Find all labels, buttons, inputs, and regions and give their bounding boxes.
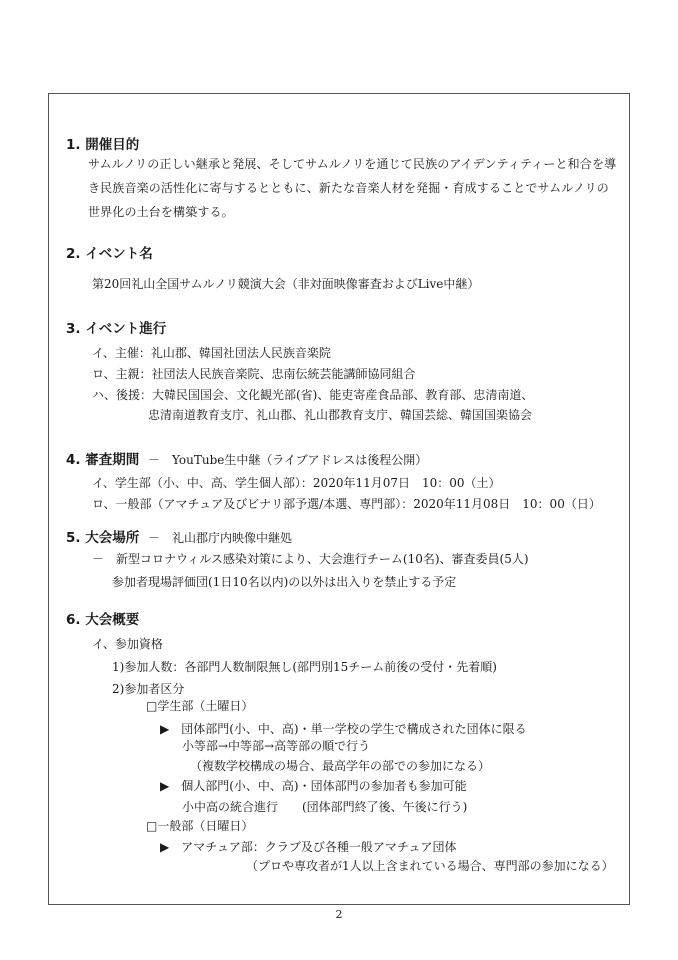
section-heading-venue: 5. 大会場所 [66,530,140,546]
participant-category-line: 2)参加者区分 [112,682,185,696]
general-division-heading: □一般部（日曜日） [146,819,254,833]
group-category-line: ▶ 団体部門(小、中、高)・単一学校の学生で構成された団体に限る [160,722,527,736]
combined-progress-line: 小中高の統合進行 (団体部門終了後、午後に行う) [182,800,468,814]
student-division-heading: □学生部（土曜日） [146,699,254,713]
purpose-paragraph: サムルノリの正しい継承と発展、そしてサムルノリを通じて民族のアイデンティティーと和合を導き民族音楽の活性化に寄与するとともに、新たな音楽人材を発掘・育成することでサムルノリの世界化の土台を構築する。 [88,157,617,219]
student-division-date: イ、学生部（小、中、高、学生個人部）：2020年11月07日 10：00（土） [92,476,501,490]
page-number: 2 [335,908,343,921]
eligibility-heading: イ、参加資格 [92,637,163,651]
host-line: ロ、主親：社団法人民族音楽院、忠南伝統芸能講師協同組合 [92,367,416,381]
section-heading-event-name: 2. イベント名 [66,246,153,262]
venue-name: － 礼山郡庁内映像中継処 [148,531,293,545]
individual-category-line: ▶ 個人部門(小、中、高)・団体部門の参加者も参加可能 [160,779,467,793]
amateur-category-line: ▶ アマチュア部：クラブ及び各種一般アマチュア団体 [160,840,457,854]
participant-count-line: 1)参加人数：各部門人数制限無し(部門別15チーム前後の受付・先着順) [112,660,497,674]
general-division-date: ロ、一般部（アマチュア及びビナリ部予選/本選、専門部）：2020年11月08日 10：00（日） [92,497,601,511]
mixed-school-note: （複数学校構成の場合、最高学年の部での参加になる） [190,759,491,773]
event-name-text: 第20回礼山全国サムルノリ競演大会（非対面映像審査およびLive中継） [92,277,480,291]
group-order-line: 小等部→中等部→高等部の順で行う [182,739,371,753]
sponsor-line-continued: 忠清南道教育支庁、礼山郡、礼山郡教育支庁、韓国芸総、韓国国楽協会 [148,408,533,422]
judging-stream-note: － YouTube生中継（ライブアドレスは後程公開） [148,453,428,467]
section-heading-purpose: 1. 開催目的 [66,137,140,153]
covid-notice-line-continued: 参加者現場評価団(1日10名以内)の以外は出入りを禁止する予定 [112,575,457,589]
covid-notice-line: － 新型コロナウィルス感染対策により、大会進行チーム(10名)、審査委員(5人) [92,552,529,566]
organizer-line: イ、主催：礼山郡、韓国社団法人民族音楽院 [92,346,331,360]
professional-note: （プロや専攻者が1人以上含まれている場合、専門部の参加になる） [246,859,614,873]
section-heading-organization: 3. イベント進行 [66,321,167,337]
section-heading-overview: 6. 大会概要 [66,612,140,628]
section-heading-judging-period: 4. 審査期間 [66,452,140,468]
sponsor-line: ハ、後援：大韓民国国会、文化観光部(省)、能吏寄産食品部、教育部、忠清南道、 [92,388,534,402]
